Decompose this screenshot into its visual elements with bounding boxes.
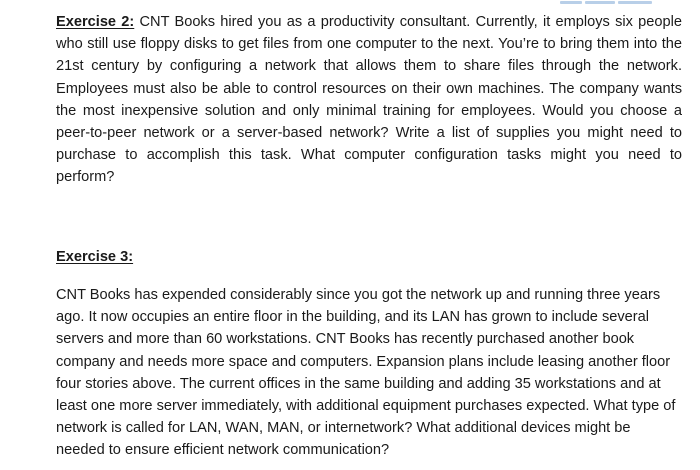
- exercise-2-paragraph: [56, 11, 682, 189]
- exercise-2-title: Exercise 2:: [56, 14, 135, 30]
- exercise-3-text: CNT Books has expended considerably since you got the network up and running three years ago. It now occupies an entire floor in the building, and its LAN has grown to include several servers and more than 60 workstations. CNT Books has recently purchased another book company and needs more space and computers. Expansion plans include leasing another floor four stories above. The current offices in the same building and adding 35 workstations and at least one more server immediately, with additional equipment purchases expected. What type of network is called for LAN, WAN, MAN, or internetwork? What additional devices might be needed to ensure efficient network communication?: [56, 287, 676, 459]
- cropped-header-fragment: [560, 0, 652, 4]
- exercise-3-title: Exercise 3:: [56, 249, 134, 265]
- exercise-2-text: CNT Books hired you as a productivity consultant. Currently, it employs six people who still use floppy disks to get files from one computer to the next. You’re to bring them into the 21st century by configuring a network that allows them to share files through the network. Employees must also be able to control resources on their own machines. The company wants the most inexpensive solution and only minimal training for employees. Would you choose a peer-to-peer network or a server-based network? Write a list of supplies you might need to purchase to accomplish this task. What computer configuration tasks might you need to perform?: [56, 14, 682, 186]
